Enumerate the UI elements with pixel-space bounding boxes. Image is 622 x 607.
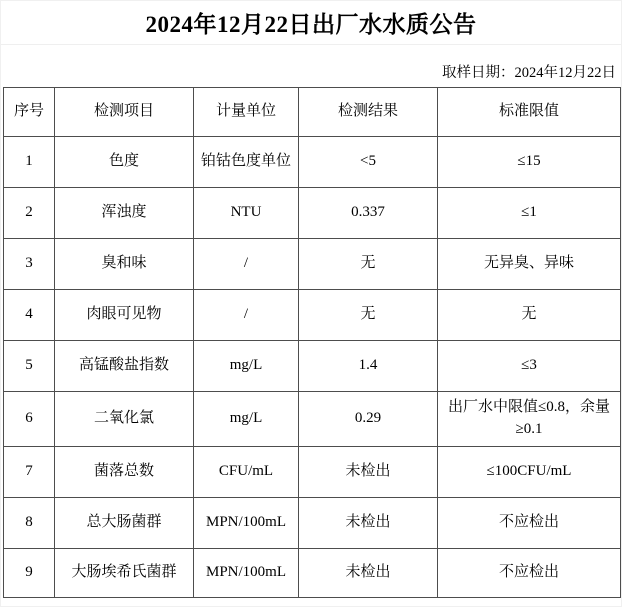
cell-limit: 无异臭、异味 (438, 239, 621, 290)
table-row (4, 188, 621, 239)
cell-result: <5 (299, 137, 438, 188)
cell-no: 9 (4, 549, 55, 598)
cell-item: 总大肠菌群 (55, 498, 194, 549)
cell-limit: 不应检出 (438, 549, 621, 598)
cell-no: 3 (4, 239, 55, 290)
cell-no: 7 (4, 447, 55, 498)
cell-item: 菌落总数 (55, 447, 194, 498)
cell-result: 1.4 (299, 341, 438, 392)
column-header-limit: 标准限值 (438, 88, 621, 137)
cell-item: 二氧化氯 (55, 392, 194, 447)
cell-unit: mg/L (194, 392, 299, 447)
cell-item: 大肠埃希氏菌群 (55, 549, 194, 598)
water-quality-table (3, 87, 621, 598)
cell-no: 2 (4, 188, 55, 239)
sampling-date: 取样日期：2024年12月22日 (442, 65, 616, 81)
table-row (4, 239, 621, 290)
cell-result: 未检出 (299, 447, 438, 498)
column-header-item: 检测项目 (55, 88, 194, 137)
cell-item: 臭和味 (55, 239, 194, 290)
cell-limit: ≤100CFU/mL (438, 447, 621, 498)
table-row (4, 341, 621, 392)
cell-limit: 无 (438, 290, 621, 341)
cell-limit: ≤3 (438, 341, 621, 392)
cell-item: 高锰酸盐指数 (55, 341, 194, 392)
table-row (4, 447, 621, 498)
cell-unit: NTU (194, 188, 299, 239)
cell-no: 4 (4, 290, 55, 341)
cell-limit: ≤15 (438, 137, 621, 188)
table-header-row (4, 88, 621, 137)
column-header-no: 序号 (4, 88, 55, 137)
cell-item: 肉眼可见物 (55, 290, 194, 341)
cell-result: 未检出 (299, 549, 438, 598)
cell-unit: / (194, 290, 299, 341)
column-header-result: 检测结果 (299, 88, 438, 137)
table-row (4, 392, 621, 447)
cell-unit: mg/L (194, 341, 299, 392)
cell-unit: CFU/mL (194, 447, 299, 498)
cell-unit: / (194, 239, 299, 290)
cell-result: 0.337 (299, 188, 438, 239)
column-header-unit: 计量单位 (194, 88, 299, 137)
cell-no: 8 (4, 498, 55, 549)
cell-no: 6 (4, 392, 55, 447)
cell-limit: 出厂水中限值≤0.8，余量≥0.1 (438, 392, 621, 447)
cell-result: 0.29 (299, 392, 438, 447)
cell-no: 5 (4, 341, 55, 392)
cell-result: 无 (299, 290, 438, 341)
cell-result: 无 (299, 239, 438, 290)
table-row (4, 290, 621, 341)
cell-item: 浑浊度 (55, 188, 194, 239)
cell-limit: 不应检出 (438, 498, 621, 549)
cell-no: 1 (4, 137, 55, 188)
cell-limit: ≤1 (438, 188, 621, 239)
table-row (4, 549, 621, 598)
cell-result: 未检出 (299, 498, 438, 549)
cell-unit: MPN/100mL (194, 498, 299, 549)
table-row (4, 137, 621, 188)
cell-item: 色度 (55, 137, 194, 188)
page-title: 2024年12月22日出厂水水质公告 (1, 1, 621, 45)
table-row (4, 498, 621, 549)
cell-unit: 铂钴色度单位 (194, 137, 299, 188)
cell-unit: MPN/100mL (194, 549, 299, 598)
